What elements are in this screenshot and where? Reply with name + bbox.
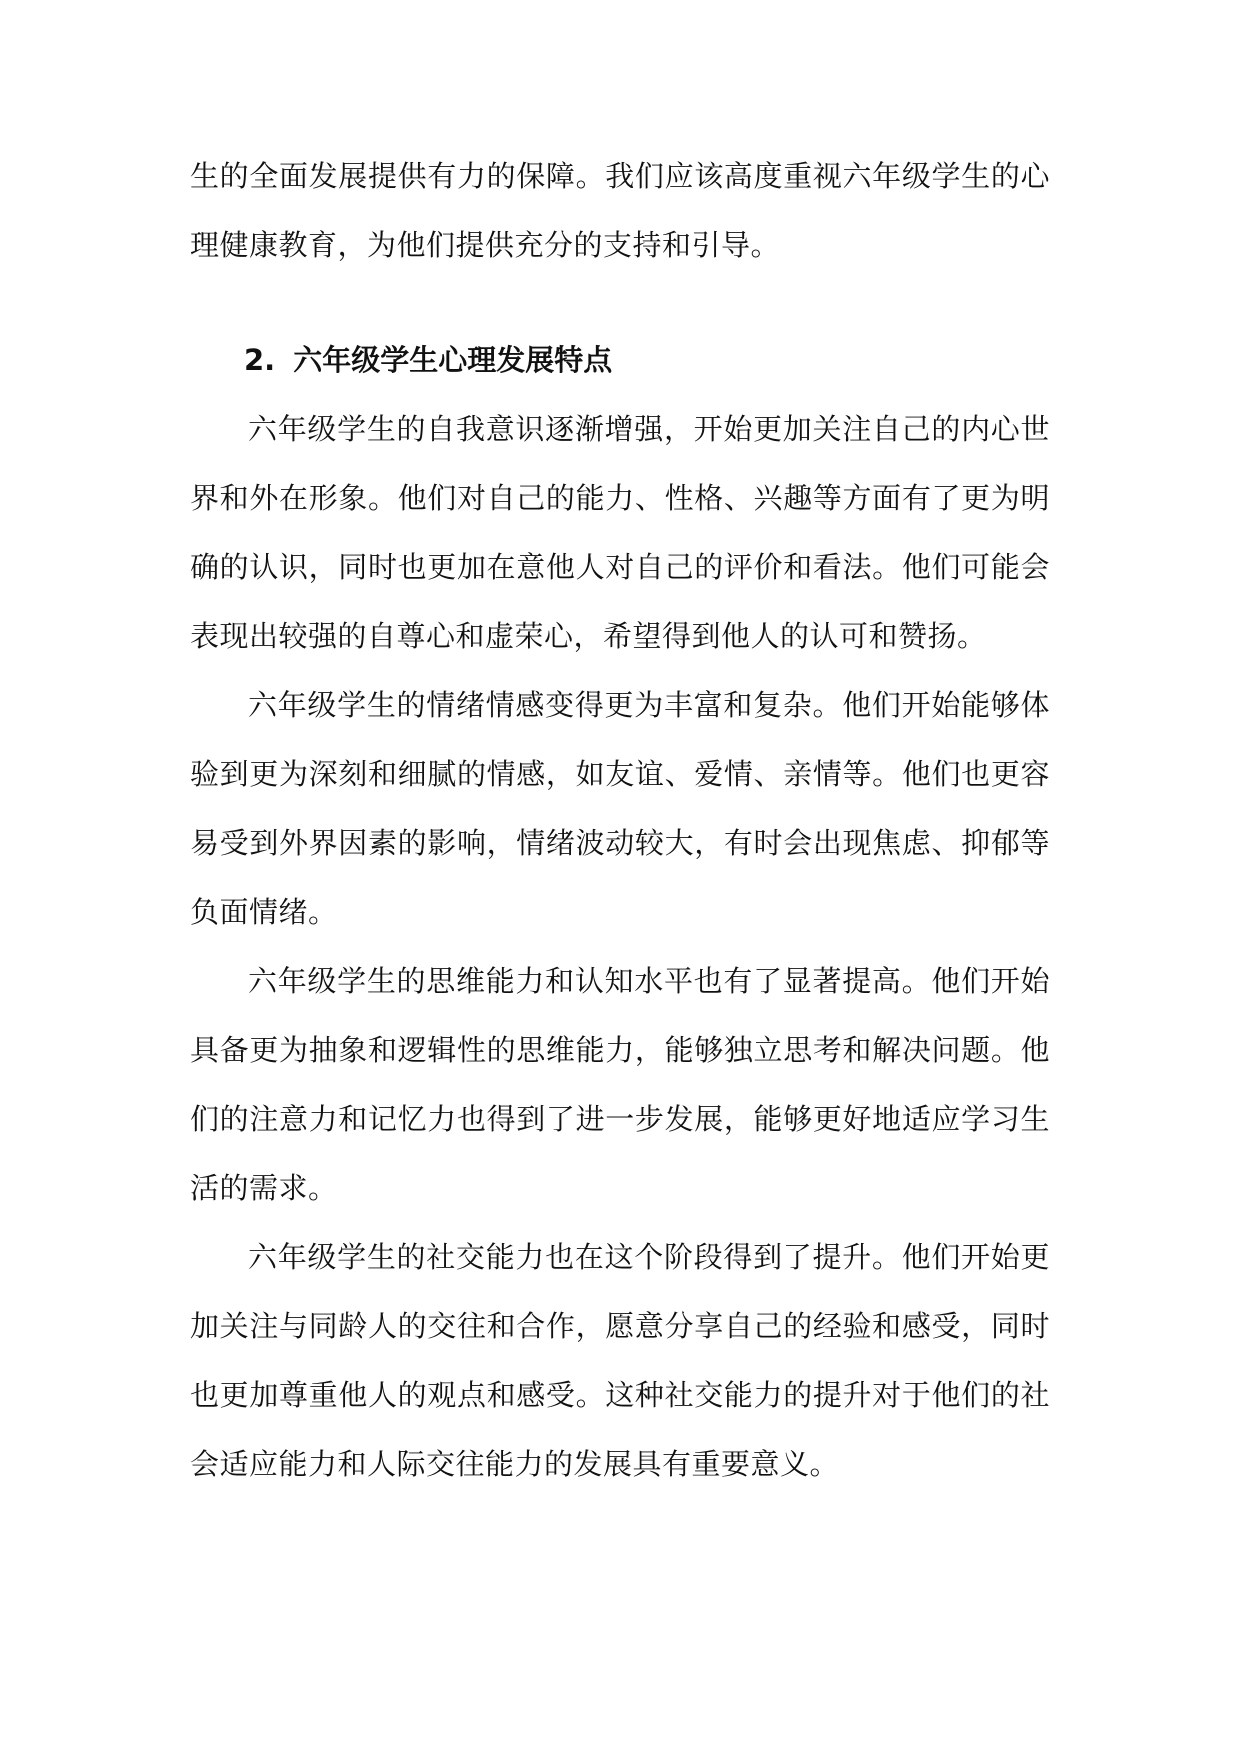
section-title: 六年级学生心理发展特点 <box>293 343 613 377</box>
section-number: 2. <box>244 343 276 377</box>
section-heading <box>190 326 1050 395</box>
body-paragraph-social-skills: 六年级学生的社交能力也在这个阶段得到了提升。他们开始更加关注与同龄人的交往和合作，愿意分享自己的经验和感受，同时也更加尊重他人的观点和感受。这种社交能力的提升对于他们的社会适应能力和人际交往能力的发展具有重要意义。 <box>190 1240 1050 1481</box>
body-paragraph-cognition: 六年级学生的思维能力和认知水平也有了显著提高。他们开始具备更为抽象和逻辑性的思维能力，能够独立思考和解决问题。他们的注意力和记忆力也得到了进一步发展，能够更好地适应学习生活的需求。 <box>190 964 1050 1205</box>
intro-paragraph: 生的全面发展提供有力的保障。我们应该高度重视六年级学生的心理健康教育，为他们提供充分的支持和引导。 <box>190 159 1050 262</box>
document-body <box>190 142 1050 1499</box>
body-paragraph-self-awareness: 六年级学生的自我意识逐渐增强，开始更加关注自己的内心世界和外在形象。他们对自己的能力、性格、兴趣等方面有了更为明确的认识，同时也更加在意他人对自己的评价和看法。他们可能会表现出较强的自尊心和虚荣心，希望得到他人的认可和赞扬。 <box>190 412 1050 653</box>
body-paragraph-emotions: 六年级学生的情绪情感变得更为丰富和复杂。他们开始能够体验到更为深刻和细腻的情感，如友谊、爱情、亲情等。他们也更容易受到外界因素的影响，情绪波动较大，有时会出现焦虑、抑郁等负面情绪。 <box>190 688 1050 929</box>
